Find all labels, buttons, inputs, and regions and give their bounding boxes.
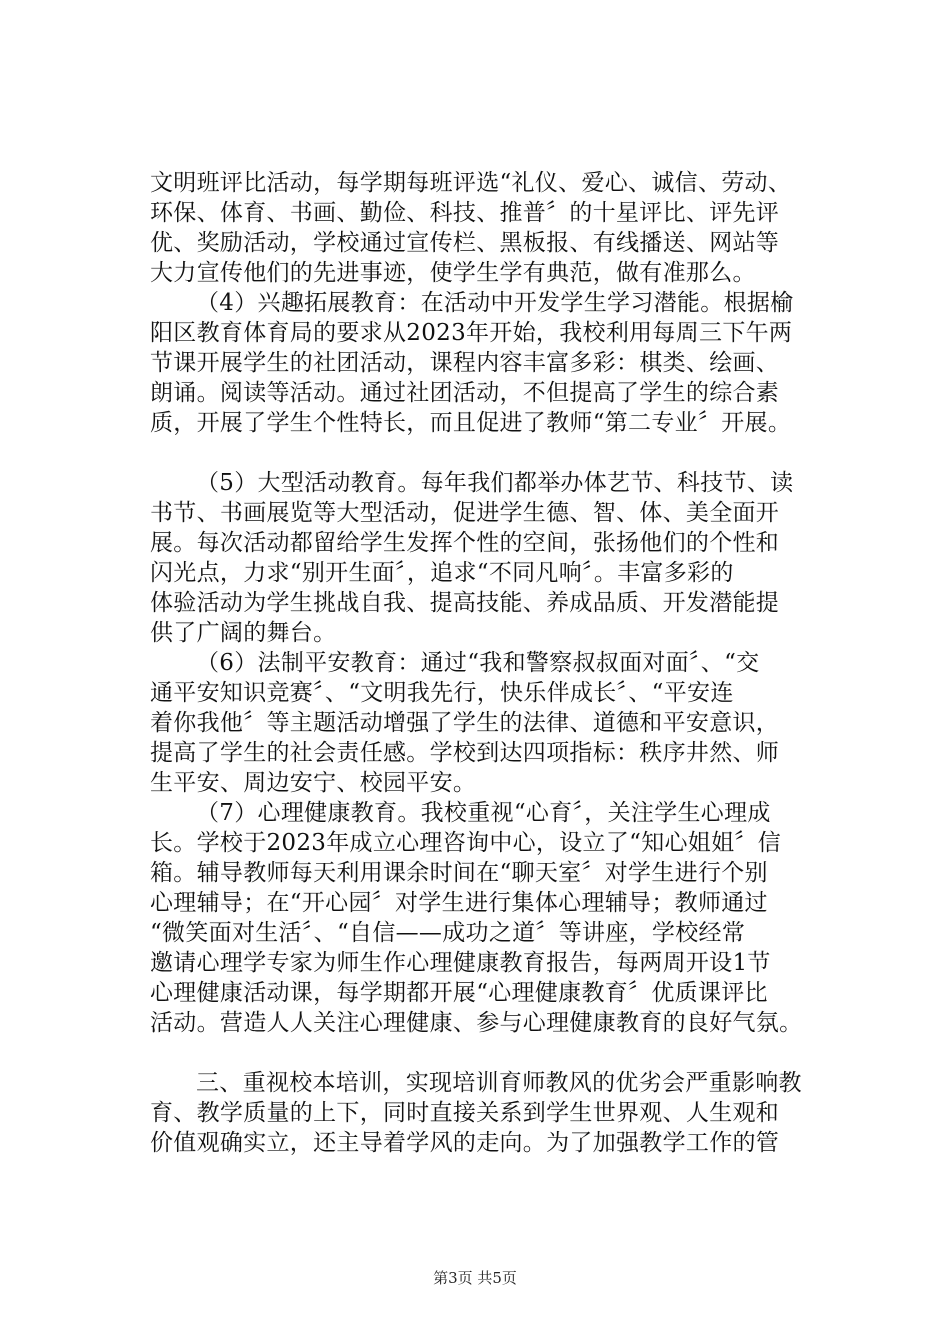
- text-line: 展。每次活动都留给学生发挥个性的空间，张扬他们的个性和: [150, 530, 780, 556]
- page-number: 第3页: [433, 1269, 473, 1287]
- paragraph-gap: [150, 1038, 830, 1068]
- paragraph-start-line: （4）兴趣拓展教育：在活动中开发学生学习潜能。根据榆: [196, 290, 794, 316]
- paragraph-start-line: 三、重视校本培训，实现培训育师教风的优劣会严重影响教: [196, 1070, 802, 1096]
- text-line: 供了广阔的舞台。: [150, 620, 337, 646]
- text-line: 阳区教育体育局的要求从2023年开始，我校利用每周三下午两: [150, 320, 793, 346]
- text-line: 生平安、周边安宁、校园平安。: [150, 770, 477, 796]
- text-line: 活动。营造人人关注心理健康、参与心理健康教育的良好气氛。: [150, 1010, 803, 1036]
- text-line: 朗诵。阅读等活动。通过社团活动，不但提高了学生的综合素: [150, 380, 780, 406]
- page-total: 共5页: [477, 1269, 517, 1287]
- text-line: 书节、书画展览等大型活动，促进学生德、智、体、美全面开: [150, 500, 780, 526]
- text-line: 育、教学质量的上下，同时直接关系到学生世界观、人生观和: [150, 1100, 780, 1126]
- text-line: 环保、体育、书画、勤俭、科技、推普〞的十星评比、评先评: [150, 200, 780, 226]
- text-line: 价值观确实立，还主导着学风的走向。为了加强教学工作的管: [150, 1130, 780, 1156]
- text-line: 节课开展学生的社团活动，课程内容丰富多彩：棋类、绘画、: [150, 350, 780, 376]
- document-body: [150, 168, 830, 1158]
- text-line: 心理健康活动课，每学期都开展“心理健康教育〞优质课评比: [150, 980, 768, 1006]
- text-line: 心理辅导；在“开心园〞对学生进行集体心理辅导；教师通过: [150, 890, 768, 916]
- paragraph-start-line: （7）心理健康教育。我校重视“心育〞，关注学生心理成: [196, 800, 771, 826]
- text-line: “微笑面对生活〞、“自信——成功之道〞等讲座，学校经常: [150, 920, 746, 946]
- text-line: 箱。辅导教师每天利用课余时间在“聊天室〞对学生进行个别: [150, 860, 768, 886]
- paragraph-start-line: （6）法制平安教育：通过“我和警察叔叔面对面〞、“交: [196, 650, 760, 676]
- text-line: 闪光点，力求“别开生面〞，追求“不同凡响〞。丰富多彩的: [150, 560, 734, 586]
- text-line: 质，开展了学生个性特长，而且促进了教师“第二专业〞开展。: [150, 410, 792, 436]
- text-line: 体验活动为学生挑战自我、提高技能、养成品质、开发潜能提: [150, 590, 780, 616]
- text-line: 着你我他〞等主题活动增强了学生的法律、道德和平安意识，: [150, 710, 780, 736]
- text-line: 通平安知识竞赛〞、“文明我先行，快乐伴成长〞、“平安连: [150, 680, 734, 706]
- page-footer: [0, 1268, 950, 1288]
- paragraph-gap: [150, 438, 830, 468]
- text-line: 长。学校于2023年成立心理咨询中心，设立了“知心姐姐〞信: [150, 830, 781, 856]
- paragraph-start-line: （5）大型活动教育。每年我们都举办体艺节、科技节、读: [196, 470, 794, 496]
- text-line: 提高了学生的社会责任感。学校到达四项指标：秩序井然、师: [150, 740, 780, 766]
- text-line: 优、奖励活动，学校通过宣传栏、黑板报、有线播送、网站等: [150, 230, 780, 256]
- text-line: 邀请心理学专家为师生作心理健康教育报告，每两周开设1节: [150, 950, 771, 976]
- text-line: 文明班评比活动，每学期每班评选“礼仪、爱心、诚信、劳动、: [150, 170, 792, 196]
- text-line: 大力宣传他们的先进事迹，使学生学有典范，做有准那么。: [150, 260, 756, 286]
